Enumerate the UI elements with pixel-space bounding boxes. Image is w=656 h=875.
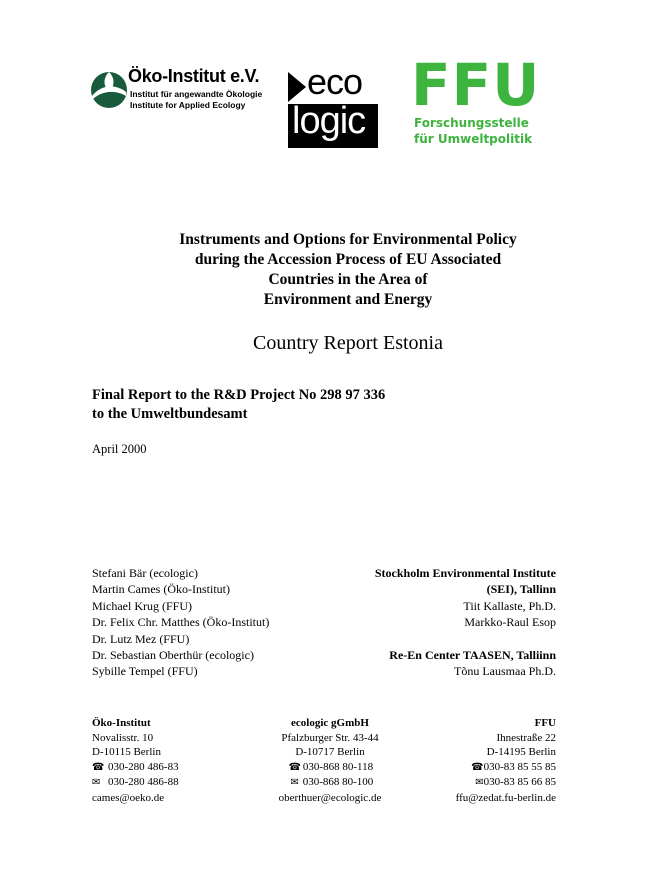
address-fax: 030-868 80-100 [302,776,374,789]
title-line: Environment and Energy [263,291,433,308]
address-street: Novalisstr. 10 [92,731,154,744]
oeko-institut-logo [90,66,285,116]
address-city: D-10115 Berlin [92,746,161,759]
address-name: ecologic gGmbH [291,717,369,729]
ecologic-logo-box [288,100,378,148]
ffu-logo-line2: für Umweltpolitik [414,132,533,146]
final-report-note [92,386,385,424]
oeko-emblem-icon [90,66,128,112]
ffu-logo-line1: Forschungsstelle [414,116,529,130]
title-line: Countries in the Area of [268,271,428,288]
address-email[interactable]: ffu@zedat.fu-berlin.de [455,791,556,804]
address-email[interactable]: oberthuer@ecologic.de [278,791,382,804]
partner-org: (SEI), Tallinn [486,582,556,597]
ecologic-logo-eco: eco [307,61,363,102]
partner-person: Markko-Raul Esop [464,615,556,630]
partner-authors [375,565,556,680]
ecologic-logo [288,61,378,148]
final-report-line2: to the Umweltbundesamt [92,406,248,422]
ecologic-arrow-icon [288,72,306,102]
address-ecologic [255,716,405,806]
title-line: Instruments and Options for Environmental Policy [179,231,517,248]
address-city: D-14195 Berlin [486,746,556,759]
address-phone: 030-83 85 55 85 [483,760,556,773]
phone-icon: ☎ [471,761,484,773]
phone-icon: ☎ [288,761,302,773]
title-line: during the Accession Process of EU Associated [194,251,502,268]
phone-icon: ☎ [92,761,105,773]
oeko-logo-name: Öko-Institut e.V. [128,66,260,86]
fax-icon: ✉ [475,777,484,789]
address-email[interactable]: cames@oeko.de [92,791,165,804]
author-name: Dr. Sebastian Oberthür (ecologic) [92,648,254,663]
address-name: Öko-Institut [92,717,151,729]
fax-icon: ✉ [92,777,101,789]
ecologic-logo-logic: logic [292,100,366,142]
author-name: Michael Krug (FFU) [92,598,192,613]
fax-icon: ✉ [290,777,299,789]
address-city: D-10717 Berlin [295,746,365,759]
address-oeko [92,716,179,806]
address-phone: 030-280 486-83 [108,760,179,773]
partner-person: Tiit Kallaste, Ph.D. [463,598,556,613]
address-street: Ihnestraße 22 [496,731,556,744]
partner-person: Tõnu Lausmaa Ph.D. [454,664,556,679]
author-name: Sybille Tempel (FFU) [92,664,198,679]
ffu-logo-letters: FFU [411,51,541,119]
country-report-heading: Country Report Estonia [253,332,443,354]
author-name: Dr. Lutz Mez (FFU) [92,631,190,646]
report-date: April 2000 [92,442,147,456]
partner-org: Stockholm Environmental Institute [374,566,556,580]
ffu-logo [408,51,548,150]
oeko-logo-subtitle-en: Institute for Applied Ecology [130,100,246,110]
author-name: Martin Cames (Öko-Institut) [92,582,230,597]
address-street: Pfalzburger Str. 43-44 [281,731,379,744]
address-fax: 030-83 85 66 85 [483,776,556,789]
authors-list [92,565,269,680]
final-report-line1: Final Report to the R&D Project No 298 97 336 [92,387,386,403]
author-name: Dr. Felix Chr. Matthes (Öko-Institut) [92,615,270,630]
address-phone: 030-868 80-118 [302,760,374,773]
address-name: FFU [534,717,556,729]
partner-org: Re-En Center TAASEN, Talliinn [389,648,556,663]
address-fax: 030-280 486-88 [108,776,179,789]
oeko-logo-subtitle-de: Institut für angewandte Ökologie [130,89,263,99]
report-title [140,230,556,310]
author-name: Stefani Bär (ecologic) [92,566,198,580]
address-ffu [456,716,556,806]
